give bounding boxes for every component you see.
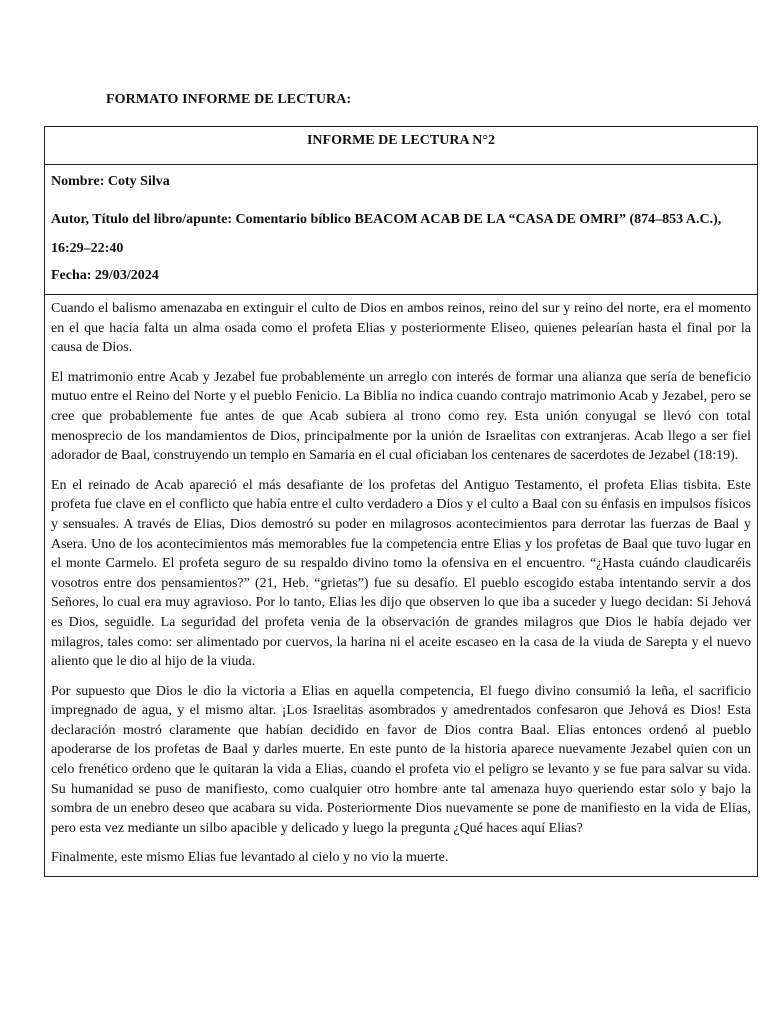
- body-paragraph-1: Cuando el balismo amenazaba en extinguir el culto de Dios en ambos reinos, reino del sur y reino del norte, era el momento en el que hacia falta un alma osada como el profeta Elias y posteriormente Eliseo, quienes pelearían hasta el final por la causa de Dios.: [51, 301, 751, 356]
- body-paragraph-2: El matrimonio entre Acab y Jezabel fue probablemente un arreglo con interés de formar una alianza que sería de beneficio mutuo entre el Reino del Norte y el pueblo Fenicio. La Biblia no indica cuando contrajo matrimonio Acab y Jezabel, pero se cree que probablemente fue antes de que Acab subiera al trono como rey. Esta unión conyugal se llevó con total menosprecio de los mandamientos de Dios, principalmente por la unión de Israelitas con extranjeras. Acab llego a ser fiel adorador de Baal, construyendo un templo en Samaria en el cual oficiaban los centenares de sacerdotes de Jezabel (18:19).: [51, 369, 751, 464]
- body-paragraph-4: Por supuesto que Dios le dio la victoria a Elias en aquella competencia, El fuego divino consumió la leña, el sacrificio impregnado de agua, y el mismo altar. ¡Los Israelitas asombrados y amedrentados confesaron que Jehová es Dios! Esta declaración mostró claramente que habían decidido en favor de Dios contra Baal. Elias entonces ordenó al pueblo apoderarse de los profetas de Baal y darles muerte. En este punto de la historia aparece nuevamente Jezabel quien con un celo frenético ordeno que le quitaran la vida a Elias, cuando el profeta vio el peligro se levanto y se fue para salvar su vida. Su humanidad se puso de manifiesto, como cualquier otro hombre ante tal amenaza huyo queriendo estar solo y bajo la sombra de un enebro deseo que acabara su vida. Posteriormente Dios nuevamente se pone de manifiesto en la vida de Elias, pero esta vez mediante un silbo apacible y delicado y luego la pregunta ¿Qué haces aquí Elias?: [51, 683, 751, 836]
- report-body: [45, 295, 757, 876]
- report-metadata: [45, 165, 757, 295]
- book-author-title: Autor, Título del libro/apunte: Comentario bíblico BEACOM ACAB DE LA “CASA DE OMRI” (874–853 A.C.), 16:29–22:40: [51, 212, 722, 256]
- body-paragraph-5: Finalmente, este mismo Elias fue levantado al cielo y no vio la muerte.: [51, 850, 449, 866]
- report-date: Fecha: 29/03/2024: [51, 268, 159, 283]
- body-paragraph-3: En el reinado de Acab apareció el más desafiante de los profetas del Antiguo Testamento, el profeta Elias tisbita. Este profeta fue clave en el conflicto que había entre el culto verdadero a Dios y el culto a Baal con su énfasis en impulsos físicos y sensuales. A través de Elias, Dios demostró su poder en milagrosos acontecimientos para derrotar las fuerzas de Baal y Asera. Uno de los acontecimientos más memorables fue la competencia entre Elias y los profetas de Baal que tuvo lugar en el monte Carmelo. El profeta seguro de su respaldo divino tomo la ofensiva en el encuentro. “¿Hasta cuándo claudicaréis vosotros entre dos pensamientos?” (21, Heb. “grietas”) fue su desafío. El pueblo escogido estaba intentando servir a dos Señores, lo cual era muy agravioso. Por lo tanto, Elias les dijo que observen lo que iba a suceder y luego decidan: Si Jehová es Dios, seguidle. La seguridad del profeta venia de la observación de grandes milagros que Dios le había dejado ver milagros, tales como: ser alimentado por cuervos, la harina ni el aceite escaseo en la casa de la viuda de Sarepta y el nuevo aliento que le dio al hijo de la viuda.: [51, 477, 751, 670]
- document-heading: FORMATO INFORME DE LECTURA:: [106, 92, 352, 107]
- report-title: INFORME DE LECTURA N°2: [45, 127, 757, 165]
- report-table: [44, 126, 758, 877]
- student-name: Nombre: Coty Silva: [51, 174, 170, 189]
